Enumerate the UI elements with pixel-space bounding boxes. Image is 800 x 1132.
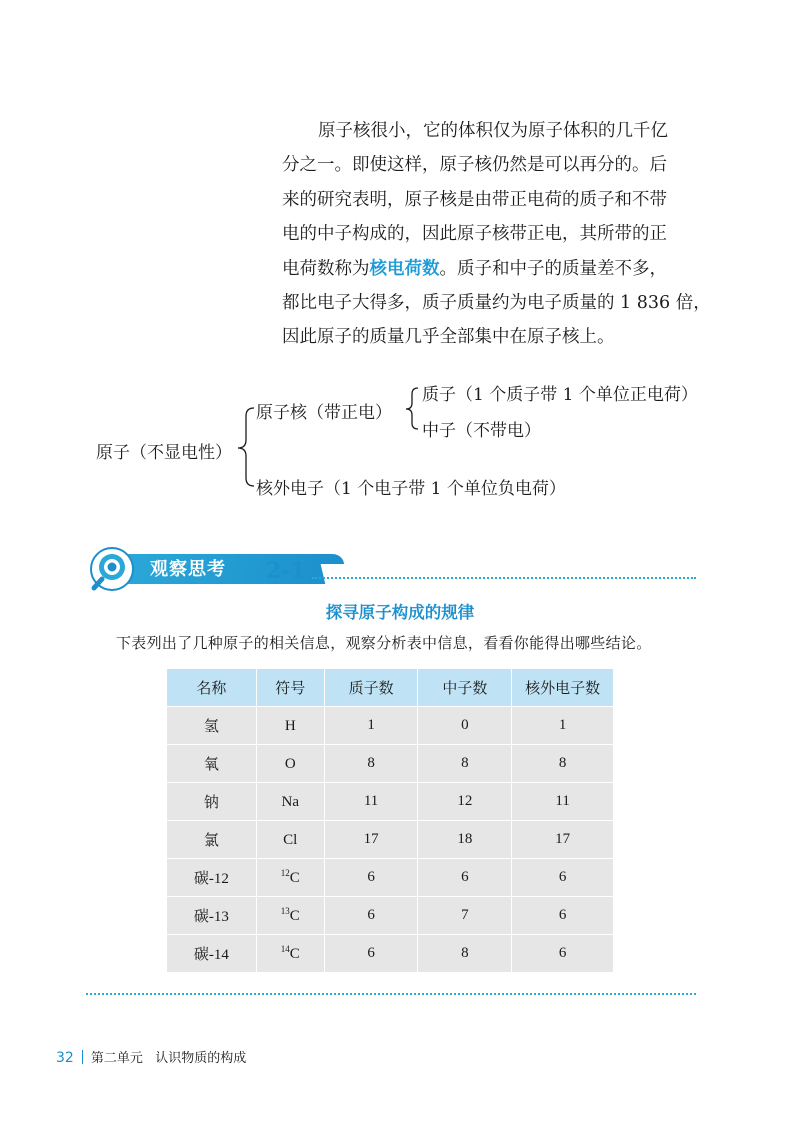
unit-label: 第二单元 [90, 1051, 143, 1066]
cell-neutrons: 8 [418, 935, 512, 973]
cell-name: 碳-14 [167, 935, 257, 973]
column-header: 名称 [167, 669, 257, 707]
paragraph-line: 分之一。即使这样，原子核仍然是可以再分的。后 [282, 155, 667, 176]
body-paragraph [282, 114, 711, 355]
dotted-divider [312, 577, 696, 579]
table-row [167, 745, 614, 783]
atom-structure-diagram [0, 372, 800, 512]
paragraph-line: 都比电子大得多，质子质量约为电子质量的 1 836 倍， [282, 293, 711, 314]
table-row [167, 859, 614, 897]
cell-electrons: 17 [512, 821, 614, 859]
cell-electrons: 6 [512, 897, 614, 935]
cell-neutrons: 6 [418, 859, 512, 897]
cell-neutrons: 8 [418, 745, 512, 783]
cell-protons: 6 [324, 859, 418, 897]
proton-label: 质子（1 个质子带 1 个单位正电荷） [422, 385, 698, 405]
paragraph-line: 来的研究表明，原子核是由带正电荷的质子和不带 [282, 189, 667, 210]
cell-symbol [256, 935, 324, 973]
cell-name: 碳-13 [167, 897, 257, 935]
page-footer [56, 1047, 246, 1066]
atom-info-table [166, 668, 614, 973]
cell-protons: 17 [324, 821, 418, 859]
cell-neutrons: 0 [418, 707, 512, 745]
cell-protons: 1 [324, 707, 418, 745]
paragraph-line: 原子核很小，它的体积仅为原子体积的几千亿 [318, 121, 668, 141]
cell-protons: 6 [324, 935, 418, 973]
table-header-row [167, 669, 614, 707]
magnifier-icon [88, 546, 136, 594]
cell-electrons: 6 [512, 935, 614, 973]
cell-symbol [256, 783, 324, 821]
paragraph-text: 。质子和中子的质量差不多， [439, 258, 667, 279]
cell-neutrons: 18 [418, 821, 512, 859]
mass-number: 14 [280, 944, 290, 954]
cell-electrons: 11 [512, 783, 614, 821]
mass-number: 12 [280, 868, 290, 878]
atom-label: 原子（不显电性） [96, 443, 232, 463]
cell-electrons: 6 [512, 859, 614, 897]
paragraph-line: 电的中子构成的，因此原子核带正电，其所带的正 [282, 224, 667, 245]
section-title: 探寻原子构成的规律 [325, 603, 475, 622]
cell-name: 氧 [167, 745, 257, 783]
column-header: 核外电子数 [512, 669, 614, 707]
element-symbol: Na [281, 794, 299, 810]
element-symbol: H [284, 718, 296, 734]
big-brace [238, 408, 254, 486]
cell-electrons: 1 [512, 707, 614, 745]
paragraph-text: 电荷数称为 [282, 258, 370, 279]
table-row [167, 935, 614, 973]
cell-protons: 8 [324, 745, 418, 783]
table-row [167, 897, 614, 935]
element-symbol: C [289, 908, 300, 924]
cell-symbol [256, 897, 324, 935]
cell-protons: 6 [324, 897, 418, 935]
column-header: 质子数 [324, 669, 418, 707]
cell-symbol [256, 707, 324, 745]
element-symbol: C [289, 870, 300, 886]
element-symbol: Cl [283, 832, 298, 848]
cell-symbol [256, 859, 324, 897]
paragraph-line [282, 252, 702, 286]
neutron-label: 中子（不带电） [422, 421, 541, 441]
column-header: 符号 [256, 669, 324, 707]
table-row [167, 783, 614, 821]
cell-symbol [256, 745, 324, 783]
electron-label: 核外电子（1 个电子带 1 个单位负电荷） [256, 479, 566, 499]
cell-name: 氢 [167, 707, 257, 745]
element-symbol: C [289, 946, 300, 962]
footer-separator [82, 1050, 83, 1064]
table-row [167, 707, 614, 745]
banner-title: 观察思考 [150, 559, 226, 580]
cell-symbol [256, 821, 324, 859]
cell-name: 钠 [167, 783, 257, 821]
cell-electrons: 8 [512, 745, 614, 783]
small-brace [406, 388, 418, 429]
cell-name: 碳-12 [167, 859, 257, 897]
cell-neutrons: 7 [418, 897, 512, 935]
table-row [167, 821, 614, 859]
element-symbol: O [284, 756, 296, 772]
cell-name: 氯 [167, 821, 257, 859]
column-header: 中子数 [418, 669, 512, 707]
cell-neutrons: 12 [418, 783, 512, 821]
key-term-nuclear-charge: 核电荷数 [369, 258, 440, 279]
chapter-label: 认识物质的构成 [155, 1051, 247, 1066]
mass-number: 13 [280, 906, 290, 916]
observe-think-banner [88, 546, 708, 594]
bottom-dotted-divider [86, 993, 696, 995]
banner-number: 2-1 [266, 558, 306, 584]
paragraph-line: 因此原子的质量几乎全部集中在原子核上。 [282, 327, 615, 348]
cell-protons: 11 [324, 783, 418, 821]
nucleus-label: 原子核（带正电） [256, 403, 392, 423]
section-intro: 下表列出了几种原子的相关信息，观察分析表中信息，看看你能得出哪些结论。 [116, 634, 652, 652]
page-number: 32 [56, 1050, 74, 1066]
